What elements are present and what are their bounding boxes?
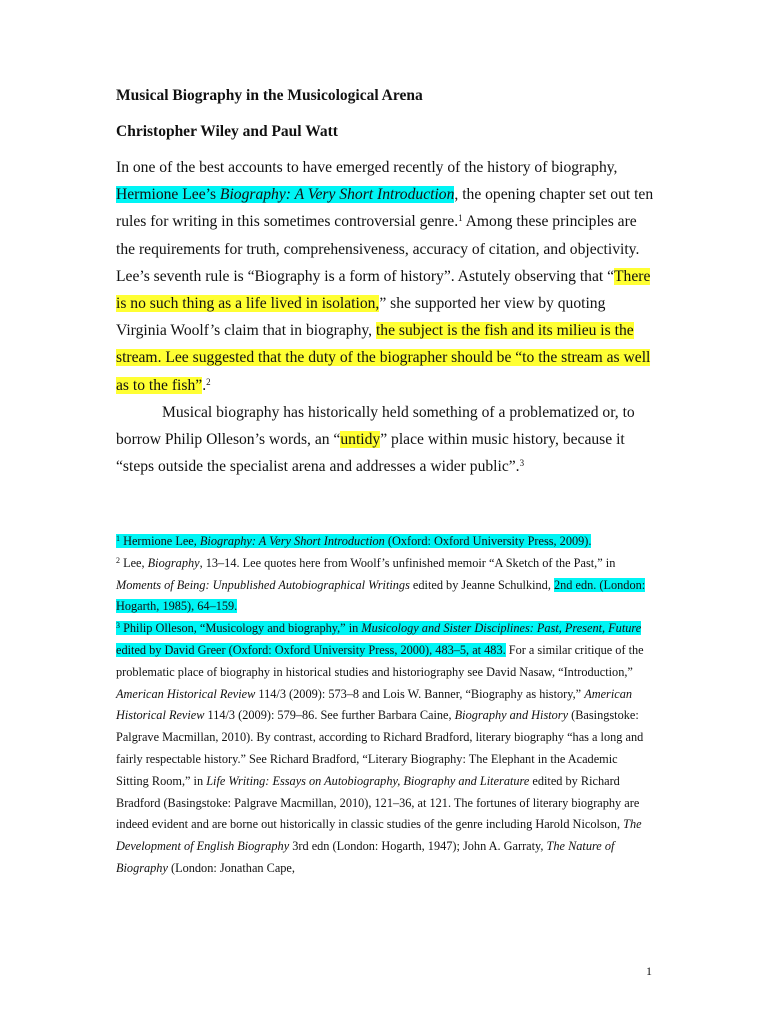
- text-run: Musical biography has historically held something of a problematized or, to borrow Philip Olleson’s words, an “: [116, 403, 635, 449]
- text-run: (Oxford: Oxford University Press, 2009).: [384, 534, 592, 548]
- text-run: (Basingstoke: Palgrave Macmillan, 2010). By contrast, according to Richard Bradford, literary biography “has a long and fairly respectable history.” See Richard Bradford, “Literary Biography: The Elephant in the Academic Sitting Room,” in: [116, 708, 644, 788]
- book-title: The Nature of Biography: [116, 839, 615, 875]
- highlight-cyan: [116, 534, 591, 548]
- highlight-cyan: [116, 186, 454, 203]
- text-run: edited by Jeanne Schulkind,: [409, 577, 554, 592]
- text-run: Lee,: [120, 555, 148, 570]
- book-title: Life Writing: Essays on Autobiography, Biography and Literature: [206, 773, 530, 788]
- text-run: edited by Richard Bradford (Basingstoke: Palgrave Macmillan, 2010), 121–36, at 121. The fortunes of literary biography are indeed evident and are borne out historically in classic studies of the genre including Harold Nicolson,: [116, 773, 640, 832]
- text-run: ” she supported her view by quoting Virginia Woolf’s claim that in biography,: [116, 295, 606, 340]
- page-number: 1: [646, 964, 652, 978]
- text-run: Philip Olleson, “Musicology and biography,” in: [120, 621, 362, 636]
- highlight-yellow: There is no such thing as a life lived in isolation,: [116, 267, 651, 313]
- book-title: Musicology and Sister Disciplines: Past, Present, Future: [361, 621, 642, 636]
- text-run: edited by David Greer (Oxford: Oxford University Press, 2000), 483–5, at 483.: [116, 642, 506, 657]
- journal-title: American Historical Review: [116, 686, 256, 701]
- book-title: The Development of English Biography: [116, 817, 642, 854]
- text-run: For a similar critique of the problematic place of biography in historical studies and historiography see David Nasaw, “Introduction,”: [116, 642, 644, 679]
- footnote-number: 2: [116, 555, 120, 565]
- footnote-ref-1[interactable]: 1: [458, 213, 463, 224]
- text-run: 114/3 (2009): 573–8 and Lois W. Banner, “Biography as history,”: [255, 686, 585, 701]
- text-run: , 13–14. Lee quotes here from Woolf’s unfinished memoir “A Sketch of the Past,” in: [199, 555, 616, 570]
- paragraph-1: [116, 154, 656, 399]
- footnotes: [116, 531, 646, 880]
- highlight-yellow: untidy: [340, 431, 381, 449]
- book-title: Moments of Being: Unpublished Autobiographical Writings: [116, 577, 410, 592]
- text-run: In one of the best accounts to have emerged recently of the history of biography,: [116, 159, 618, 176]
- footnote-ref-2[interactable]: 2: [206, 376, 211, 387]
- paragraph-2: [116, 399, 656, 481]
- document-authors: Christopher Wiley and Paul Watt: [116, 123, 338, 140]
- book-title: Biography and History: [454, 708, 569, 723]
- text-run: Hermione Lee,: [120, 534, 200, 548]
- text-run: Among these principles are the requirements for truth, comprehensiveness, accuracy of citation, and objectivity. Lee’s seventh rule is “Biography is a form of history”. Astutely observing that “: [116, 213, 640, 285]
- text-run: 114/3 (2009): 579–86. See further Barbara Caine,: [204, 708, 455, 723]
- text-run: .: [202, 376, 207, 394]
- text-run: Hermione Lee’s: [116, 186, 220, 204]
- footnote-1: [116, 531, 646, 553]
- footnote-3: [116, 618, 646, 880]
- footnote-number: 1: [116, 534, 120, 543]
- book-title: Biography: [147, 555, 200, 570]
- highlight-cyan: 2nd edn. (London: Hogarth, 1985), 64–159.: [116, 577, 646, 614]
- document-title: Musical Biography in the Musicological Arena: [116, 87, 423, 104]
- footnote-2: [116, 553, 646, 618]
- footnote-ref-3[interactable]: 3: [519, 458, 525, 469]
- footnote-number: 3: [116, 621, 120, 631]
- text-run: 3rd edn (London: Hogarth, 1947); John A. Garraty,: [289, 839, 547, 854]
- book-title: Biography: A Very Short Introduction: [199, 534, 385, 548]
- text-run: (London: Jonathan Cape,: [167, 860, 295, 875]
- book-title: Biography: A Very Short Introduction: [219, 186, 455, 204]
- highlight-yellow: the subject is the fish and its milieu is the stream. Lee suggested that the duty of the biographer should be “to the stream as well as to the fish”: [116, 322, 651, 394]
- journal-title: American Historical Review: [116, 686, 633, 723]
- text-run: , the opening chapter set out ten rules for writing in this sometimes controversial genre.: [116, 186, 654, 231]
- text-run: ” place within music history, because it “steps outside the specialist arena and addresses a wider public”.: [116, 431, 625, 476]
- body-text: [116, 154, 656, 480]
